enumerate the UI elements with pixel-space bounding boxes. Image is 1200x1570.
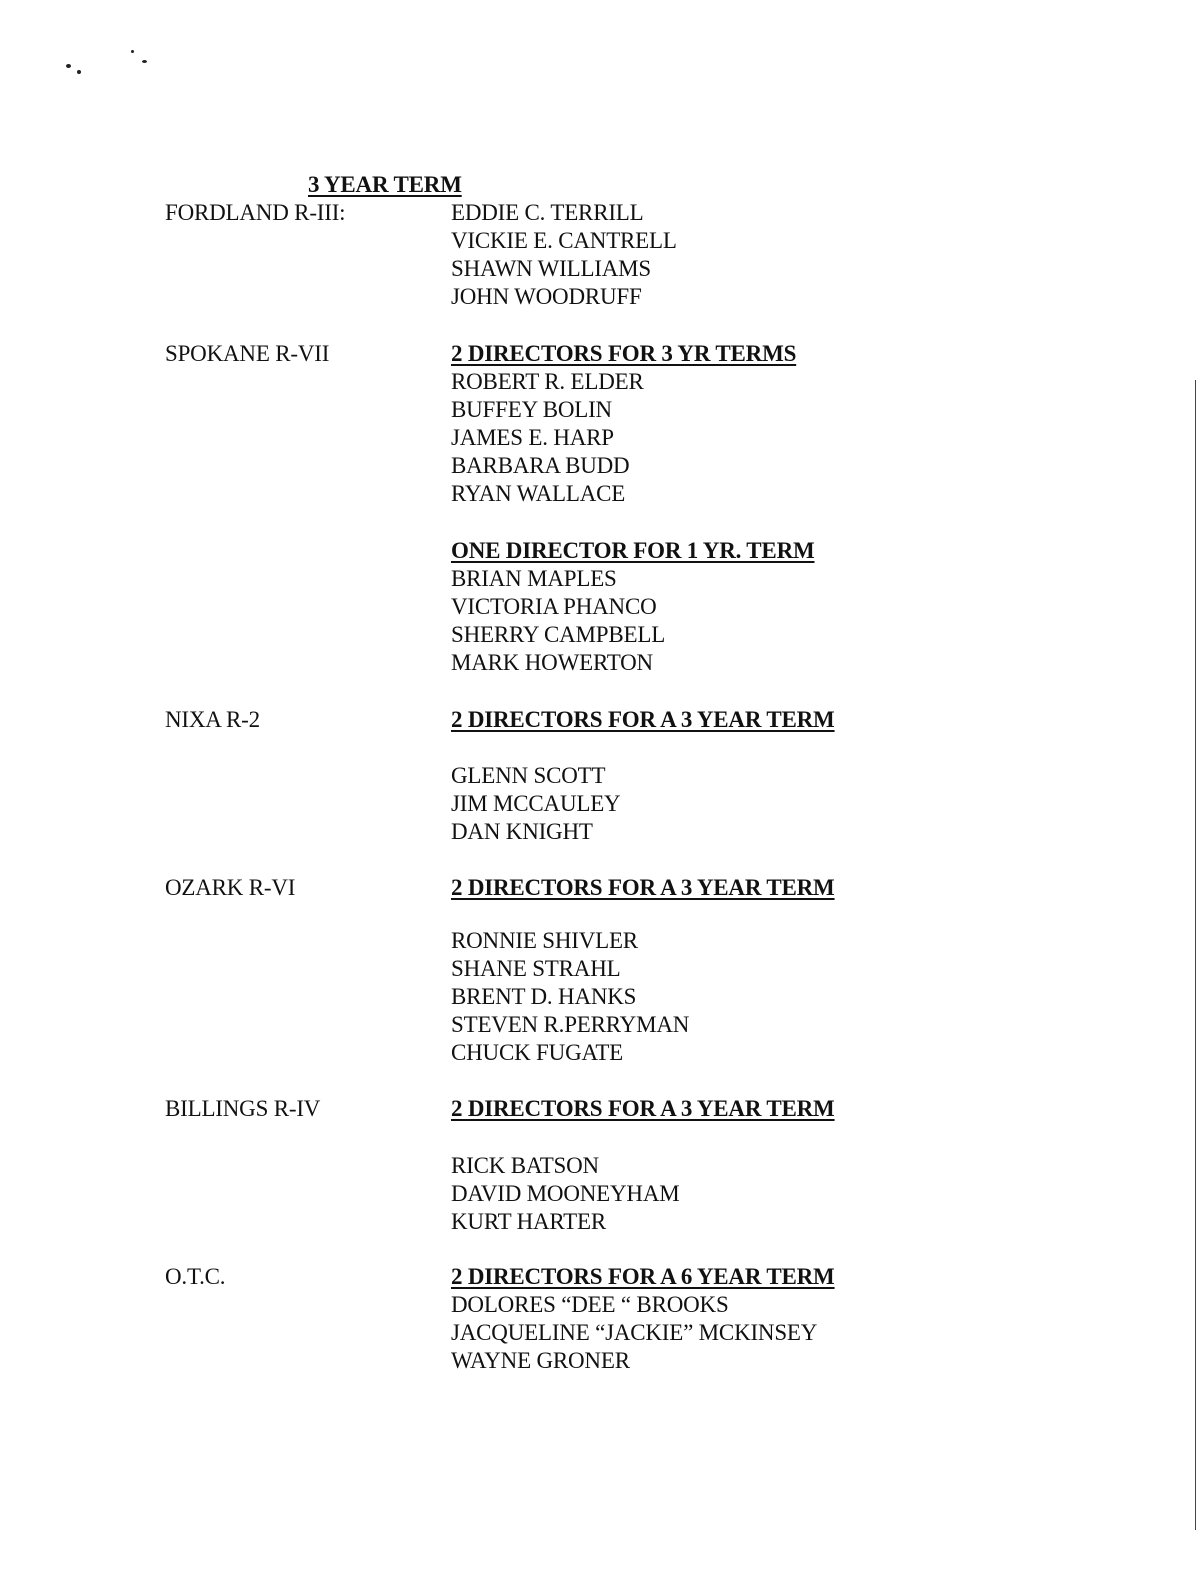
- candidate-name: BRENT D. HANKS: [451, 984, 637, 1009]
- candidate-name: DAN KNIGHT: [451, 819, 593, 844]
- candidate-name: CHUCK FUGATE: [451, 1040, 624, 1065]
- candidate-name: BUFFEY BOLIN: [451, 397, 612, 422]
- term-heading: 2 DIRECTORS FOR A 3 YEAR TERM: [451, 1096, 835, 1121]
- term-heading: 2 DIRECTORS FOR A 3 YEAR TERM: [451, 875, 835, 900]
- candidate-name: RONNIE SHIVLER: [451, 928, 638, 953]
- candidate-name: JIM MCCAULEY: [451, 791, 621, 816]
- district-ozark: OZARK R-VI: [165, 875, 296, 900]
- candidate-name: VICTORIA PHANCO: [451, 594, 657, 619]
- term-heading: 2 DIRECTORS FOR 3 YR TERMS: [451, 341, 797, 366]
- candidate-name: ROBERT R. ELDER: [451, 369, 644, 394]
- district-nixa: NIXA R-2: [165, 707, 260, 732]
- candidate-name: EDDIE C. TERRILL: [451, 200, 644, 225]
- candidate-name: RYAN WALLACE: [451, 481, 626, 506]
- candidate-name: VICKIE E. CANTRELL: [451, 228, 677, 253]
- page-title: 3 YEAR TERM: [308, 172, 462, 197]
- scan-speck: [77, 70, 81, 74]
- district-billings: BILLINGS R-IV: [165, 1096, 321, 1121]
- candidate-name: JOHN WOODRUFF: [451, 284, 642, 309]
- candidate-name: GLENN SCOTT: [451, 763, 606, 788]
- district-spokane: SPOKANE R-VII: [165, 341, 330, 366]
- term-heading: 2 DIRECTORS FOR A 3 YEAR TERM: [451, 707, 835, 732]
- candidate-name: WAYNE GRONER: [451, 1348, 630, 1373]
- district-fordland: FORDLAND R-III:: [165, 200, 346, 225]
- candidate-name: SHERRY CAMPBELL: [451, 622, 666, 647]
- candidate-name: DOLORES “DEE “ BROOKS: [451, 1292, 729, 1317]
- candidate-name: RICK BATSON: [451, 1153, 599, 1178]
- candidate-name: SHAWN WILLIAMS: [451, 256, 651, 281]
- candidate-name: SHANE STRAHL: [451, 956, 621, 981]
- scan-speck: [131, 50, 134, 53]
- candidate-name: DAVID MOONEYHAM: [451, 1181, 680, 1206]
- candidate-name: KURT HARTER: [451, 1209, 606, 1234]
- scan-edge-line: [1195, 380, 1196, 1530]
- term-heading: 2 DIRECTORS FOR A 6 YEAR TERM: [451, 1264, 835, 1289]
- district-otc: O.T.C.: [165, 1264, 226, 1289]
- candidate-name: JAMES E. HARP: [451, 425, 614, 450]
- candidate-name: BARBARA BUDD: [451, 453, 630, 478]
- candidate-name: BRIAN MAPLES: [451, 566, 617, 591]
- scan-speck: [66, 64, 71, 68]
- term-heading: ONE DIRECTOR FOR 1 YR. TERM: [451, 538, 815, 563]
- scan-speck: [142, 60, 147, 63]
- candidate-name: STEVEN R.PERRYMAN: [451, 1012, 690, 1037]
- candidate-name: JACQUELINE “JACKIE” MCKINSEY: [451, 1320, 818, 1345]
- candidate-name: MARK HOWERTON: [451, 650, 653, 675]
